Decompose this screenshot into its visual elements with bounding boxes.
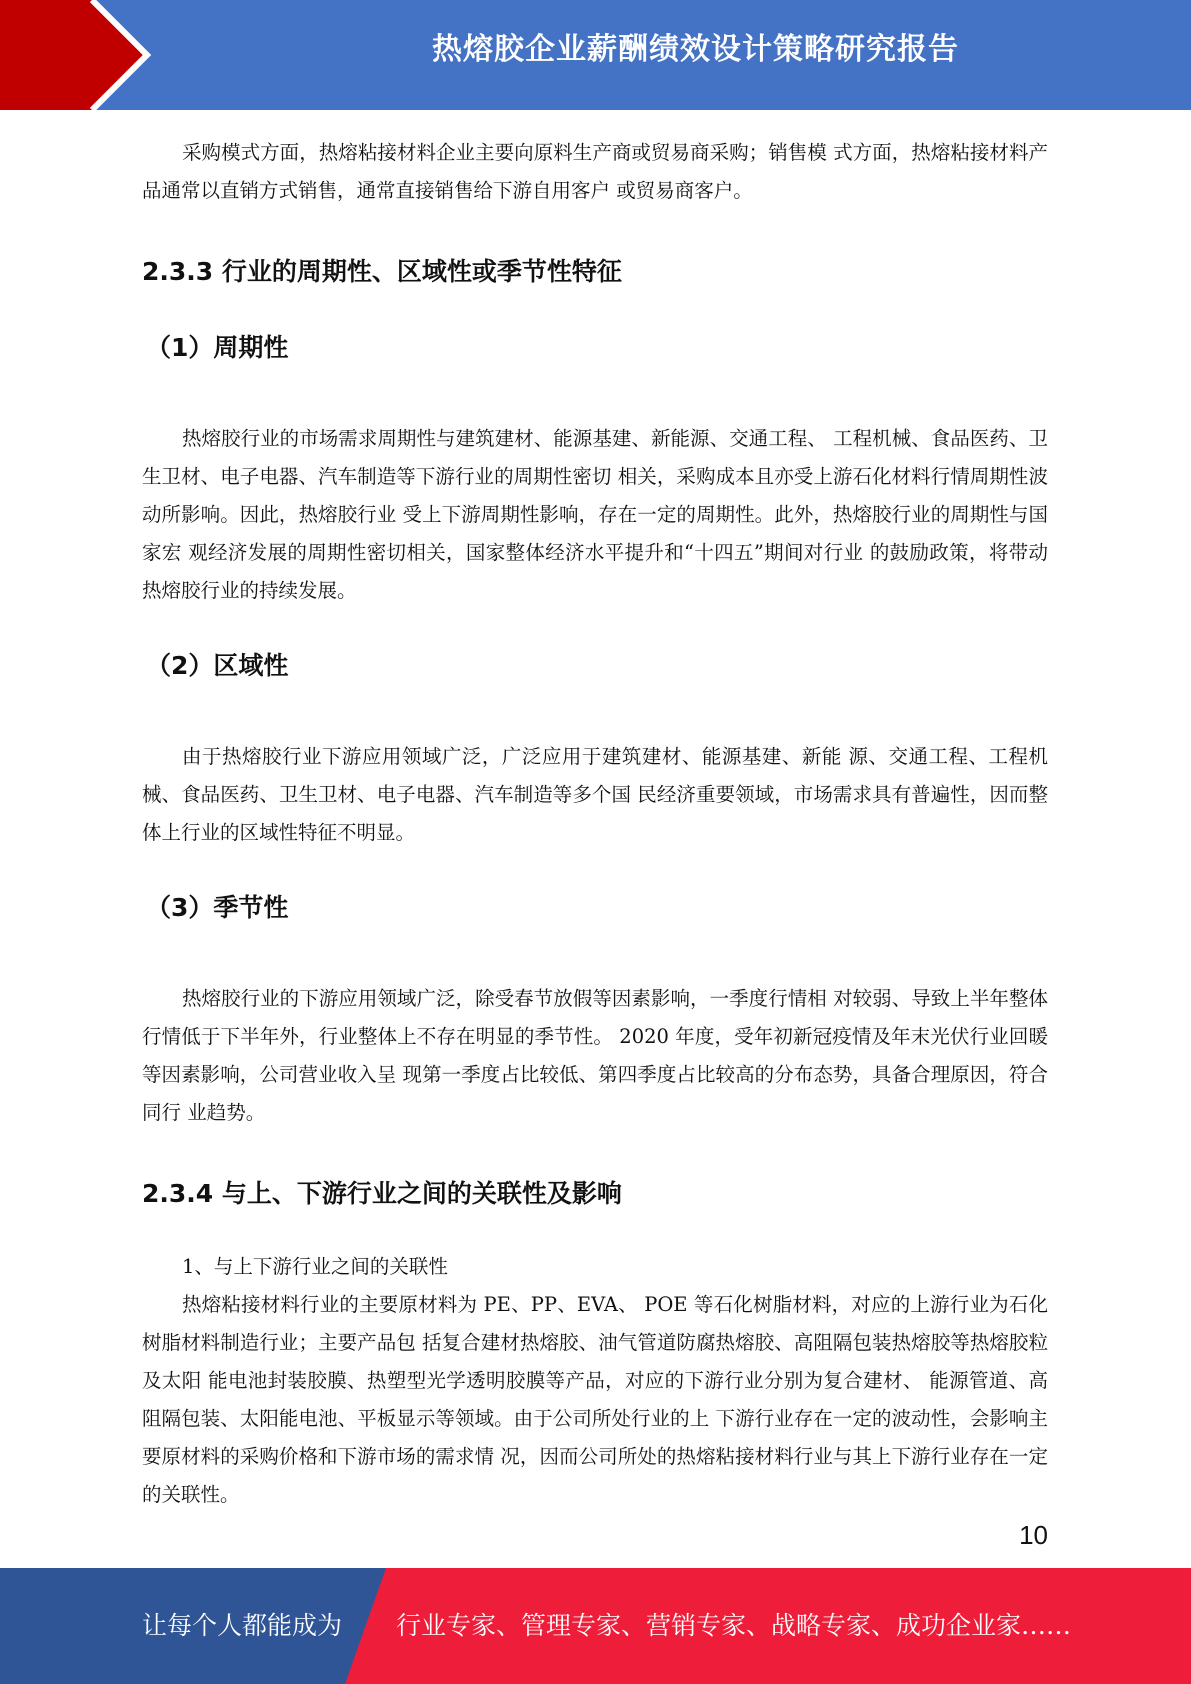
section-heading-2-3-4: 2.3.4 与上、下游行业之间的关联性及影响 <box>142 1179 622 1208</box>
footer-slogan-right: 行业专家、管理专家、营销专家、战略专家、成功企业家…… <box>396 1611 1072 1640</box>
page-content <box>142 134 1048 1514</box>
subheading-regionality: （2）区域性 <box>146 651 289 680</box>
linkage-subtitle: 1、与上下游行业之间的关联性 <box>181 1255 448 1278</box>
page-number: 10 <box>1019 1520 1048 1550</box>
header-band <box>0 0 1191 110</box>
report-title: 热熔胶企业薪酬绩效设计策略研究报告 <box>432 32 959 67</box>
seasonality-paragraph: 热熔胶行业的下游应用领域广泛，除受春节放假等因素影响，一季度行情相 对较弱、导致上半年整体行情低于下半年外，行业整体上不存在明显的季节性。 2020 年度，受年初新冠疫情及年末光伏行业回暖等因素影响，公司营业收入呈 现第一季度占比较低、第四季度占比较高的分布态势，具备合理原因，符合同行 业趋势。 <box>142 987 1048 1124</box>
intro-paragraph: 采购模式方面，热熔粘接材料企业主要向原料生产商或贸易商采购；销售模 式方面，热熔粘接材料产品通常以直销方式销售，通常直接销售给下游自用客户 或贸易商客户。 <box>142 141 1048 202</box>
linkage-paragraph: 热熔粘接材料行业的主要原材料为 PE、PP、EVA、 POE 等石化树脂材料，对应的上游行业为石化树脂材料制造行业；主要产品包 括复合建材热熔胶、油气管道防腐热熔胶、高阻隔包装热熔胶等热熔胶粒及太阳 能电池封装胶膜、热塑型光学透明胶膜等产品，对应的下游行业分别为复合建材、 能源管道、高阻隔包装、太阳能电池、平板显示等领域。由于公司所处行业的上 下游行业存在一定的波动性，会影响主要原材料的采购价格和下游市场的需求情 况，因而公司所处的热熔粘接材料行业与其上下游行业存在一定的关联性。 <box>142 1293 1048 1506</box>
subheading-seasonality: （3）季节性 <box>146 893 289 922</box>
footer-slogan-left: 让每个人都能成为 <box>142 1611 343 1640</box>
cyclicality-paragraph: 热熔胶行业的市场需求周期性与建筑建材、能源基建、新能源、交通工程、 工程机械、食品医药、卫生卫材、电子电器、汽车制造等下游行业的周期性密切 相关，采购成本且亦受上游石化材料行情周期性波动所影响。因此，热熔胶行业 受上下游周期性影响，存在一定的周期性。此外，热熔胶行业的周期性与国家宏 观经济发展的周期性密切相关，国家整体经济水平提升和“十四五”期间对行业 的鼓励政策，将带动热熔胶行业的持续发展。 <box>142 427 1048 602</box>
section-heading-2-3-3: 2.3.3 行业的周期性、区域性或季节性特征 <box>142 257 622 286</box>
subheading-cyclicality: （1）周期性 <box>146 333 289 362</box>
footer-band <box>0 1568 1191 1684</box>
regionality-paragraph: 由于热熔胶行业下游应用领域广泛，广泛应用于建筑建材、能源基建、新能 源、交通工程、工程机械、食品医药、卫生卫材、电子电器、汽车制造等多个国 民经济重要领域，市场需求具有普遍性，因而整体上行业的区域性特征不明显。 <box>142 745 1048 844</box>
